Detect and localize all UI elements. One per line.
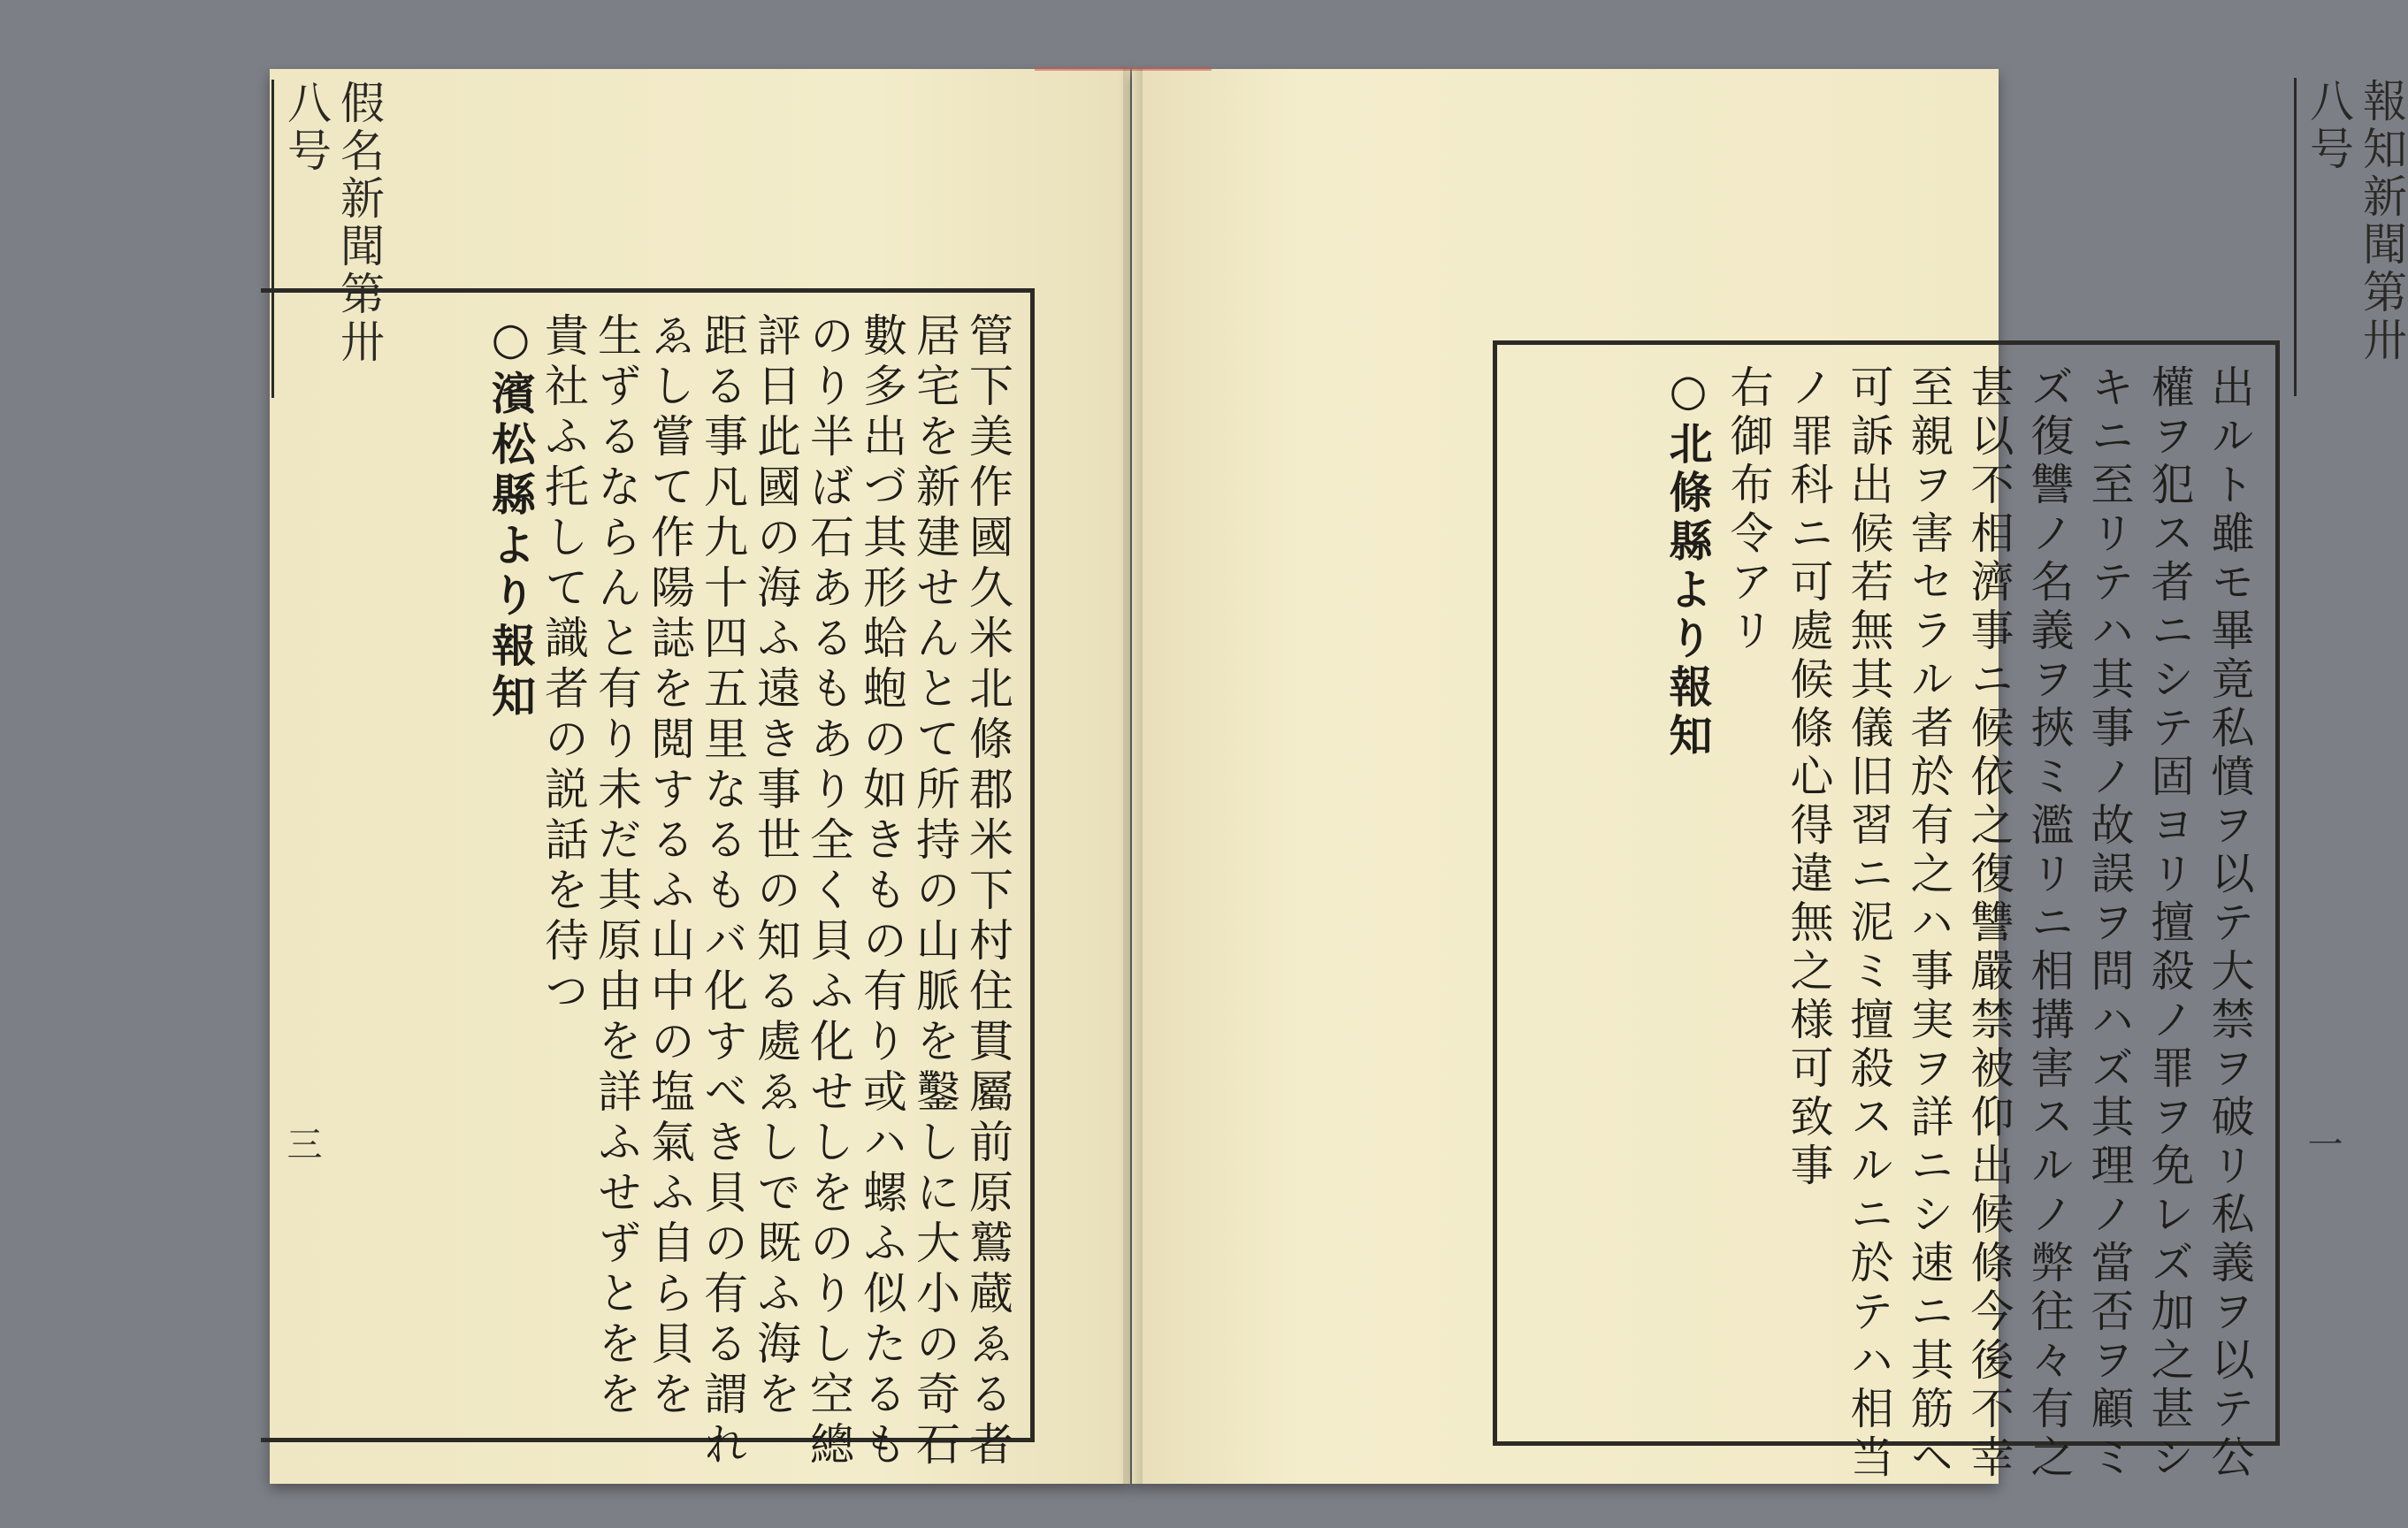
right-text-frame <box>1493 340 2280 1483</box>
left-page <box>270 69 1130 1484</box>
right-text-columns <box>1513 364 2259 1483</box>
book-gutter <box>1123 69 1143 1484</box>
left-column-5: 評日此國の海ふ遠き事世の知る處ゑしで既ふ海を <box>750 312 801 1421</box>
right-column-6: 至親ヲ害セラル者於有之ハ事実ヲ詳ニシ速ニ其筋ヘ <box>1904 364 1954 1483</box>
right-column-2: 權ヲ犯ス者ニシテ固ヨリ擅殺ノ罪ヲ免レズ加之甚シ <box>2144 364 2195 1483</box>
left-column-3: 數多出づ其形蛤蚫の如きもの有り或ハ螺ふ似たるも <box>856 312 907 1471</box>
right-column-3: キニ至リテハ其事ノ故誤ヲ問ハズ其理ノ當否ヲ顧ミ <box>2084 364 2135 1483</box>
left-column-2: 居宅を新建せんとて所持の山脈を鑿しに大小の奇石 <box>909 312 960 1471</box>
left-text-frame <box>261 288 1035 1471</box>
book-spread <box>270 69 2407 1484</box>
right-column-1: 出ルト雖モ畢竟私憤ヲ以テ大禁ヲ破リ私義ヲ以テ公 <box>2205 364 2255 1483</box>
right-column-8: ノ罪科ニ可處候條心得違無之様可致事 <box>1784 364 1834 1191</box>
right-column-7: 可訴出候若無其儀旧習ニ泥ミ擅殺スルニ於テハ相当 <box>1844 364 1894 1483</box>
left-column-7: ゑし嘗て作陽誌を閲するふ山中の塩氣ふ自ら貝を <box>644 312 695 1421</box>
right-page <box>1132 69 2407 1484</box>
left-column-10-headline: ○濱松縣より報知 <box>485 312 537 723</box>
right-column-4: ズ復讐ノ名義ヲ挾ミ濫リニ相搆害スルノ弊往々有之 <box>2024 364 2075 1483</box>
left-column-6: 距る事凡九十四五里なるもバ化すべき貝の有る謂れ <box>697 312 748 1471</box>
right-page-number: 一 <box>2302 1126 2343 1161</box>
left-text-columns <box>277 312 1014 1471</box>
left-column-8: 生ずるならんと有り未だ其原由を詳ふせずとをを <box>591 312 642 1421</box>
left-column-9: 貴社ふ托して識者の説話を待つ <box>538 312 589 1018</box>
right-column-10-headline: ○北條縣より報知 <box>1663 364 1714 761</box>
right-page-margin-title: 報知新聞第卅八号 <box>2294 78 2408 396</box>
left-column-1: 管下美作國久米北條郡米下村住貫屬前原鷲蔵ゑる者 <box>962 312 1013 1471</box>
left-page-number: 三 <box>281 1126 322 1161</box>
left-column-4: のり半ば石あるもあり全く貝ふ化せしをのりし空總 <box>803 312 854 1471</box>
left-page-margin-title: 假名新聞第卅八号 <box>271 80 386 398</box>
right-column-5: 甚以不相濟事ニ候依之復讐嚴禁被仰出候條今後不幸 <box>1964 364 2014 1483</box>
right-column-9: 右御布令アリ <box>1724 364 1774 656</box>
